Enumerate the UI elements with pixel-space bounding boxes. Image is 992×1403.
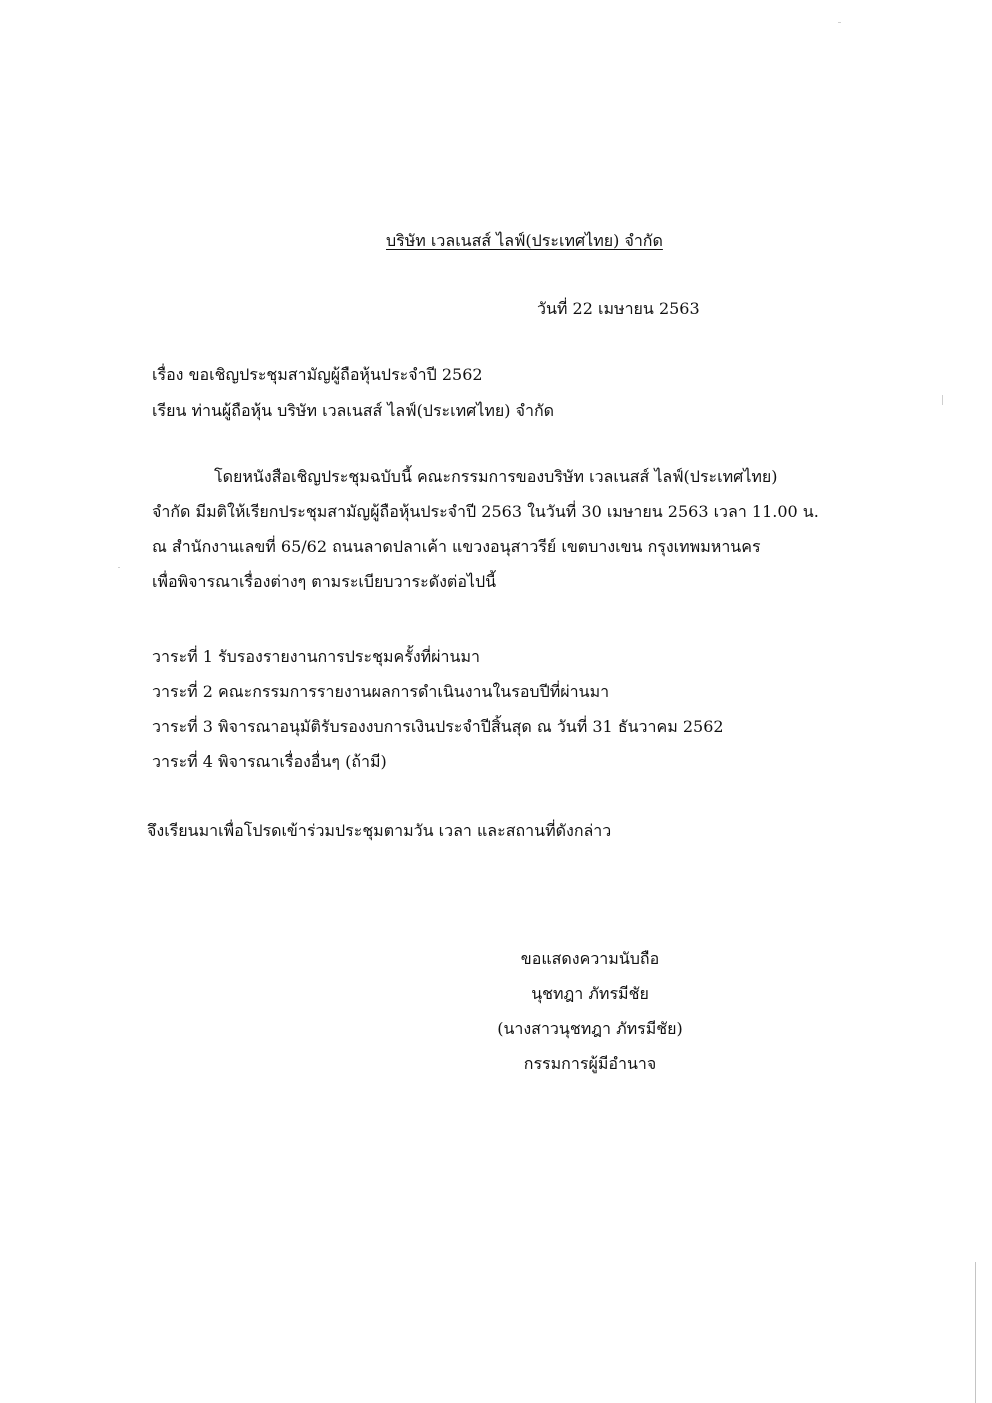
closing-line: จึงเรียนมาเพื่อโปรดเข้าร่วมประชุมตามวัน เวลา และสถานที่ดังกล่าว xyxy=(147,821,612,840)
company-heading: บริษัท เวลเนสส์ ไลฟ์(ประเทศไทย) จำกัด xyxy=(386,231,663,250)
body-line: เพื่อพิจารณาเรื่องต่างๆ ตามระเบียบวาระดังต่อไปนี้ xyxy=(152,572,497,591)
agenda-list xyxy=(152,646,852,786)
letter-date: วันที่ 22 เมษายน 2563 xyxy=(537,299,700,318)
body-line: จำกัด มีมติให้เรียกประชุมสามัญผู้ถือหุ้นประจำปี 2563 ในวันที่ 30 เมษายน 2563 เวลา 11.00 น. xyxy=(152,502,819,521)
signature-full-name: (นางสาวนุชทฎา ภัทรมีชัย) xyxy=(497,1019,683,1038)
subject-line: เรื่อง ขอเชิญประชุมสามัญผู้ถือหุ้นประจำปี 2562 xyxy=(152,365,483,384)
body-line: โดยหนังสือเชิญประชุมฉบับนี้ คณะกรรมการของบริษัท เวลเนสส์ ไลฟ์(ประเทศไทย) xyxy=(214,467,778,486)
signature-greeting: ขอแสดงความนับถือ xyxy=(520,949,660,968)
scan-speck xyxy=(838,22,841,23)
body-line: ณ สำนักงานเลขที่ 65/62 ถนนลาดปลาเค้า แขวงอนุสาวรีย์ เขตบางเขน กรุงเทพมหานคร xyxy=(152,537,761,556)
agenda-item: วาระที่ 4 พิจารณาเรื่องอื่นๆ (ถ้ามี) xyxy=(152,752,387,771)
scan-speck xyxy=(942,395,943,405)
signature-signed-name: นุชทฎา ภัทรมีชัย xyxy=(531,984,649,1003)
agenda-item: วาระที่ 3 พิจารณาอนุมัติรับรองงบการเงินประจำปีสิ้นสุด ณ วันที่ 31 ธันวาคม 2562 xyxy=(152,717,724,736)
agenda-item: วาระที่ 1 รับรองรายงานการประชุมครั้งที่ผ่านมา xyxy=(152,647,481,666)
agenda-item: วาระที่ 2 คณะกรรมการรายงานผลการดำเนินงานในรอบปีที่ผ่านมา xyxy=(152,682,610,701)
salutation-line: เรียน ท่านผู้ถือหุ้น บริษัท เวลเนสส์ ไลฟ์(ประเทศไทย) จำกัด xyxy=(152,401,555,420)
signature-title: กรรมการผู้มีอำนาจ xyxy=(523,1054,657,1073)
scan-speck xyxy=(118,567,120,568)
signature-block xyxy=(460,948,720,1088)
body-paragraph xyxy=(152,466,852,606)
scan-edge-line xyxy=(975,1262,976,1403)
